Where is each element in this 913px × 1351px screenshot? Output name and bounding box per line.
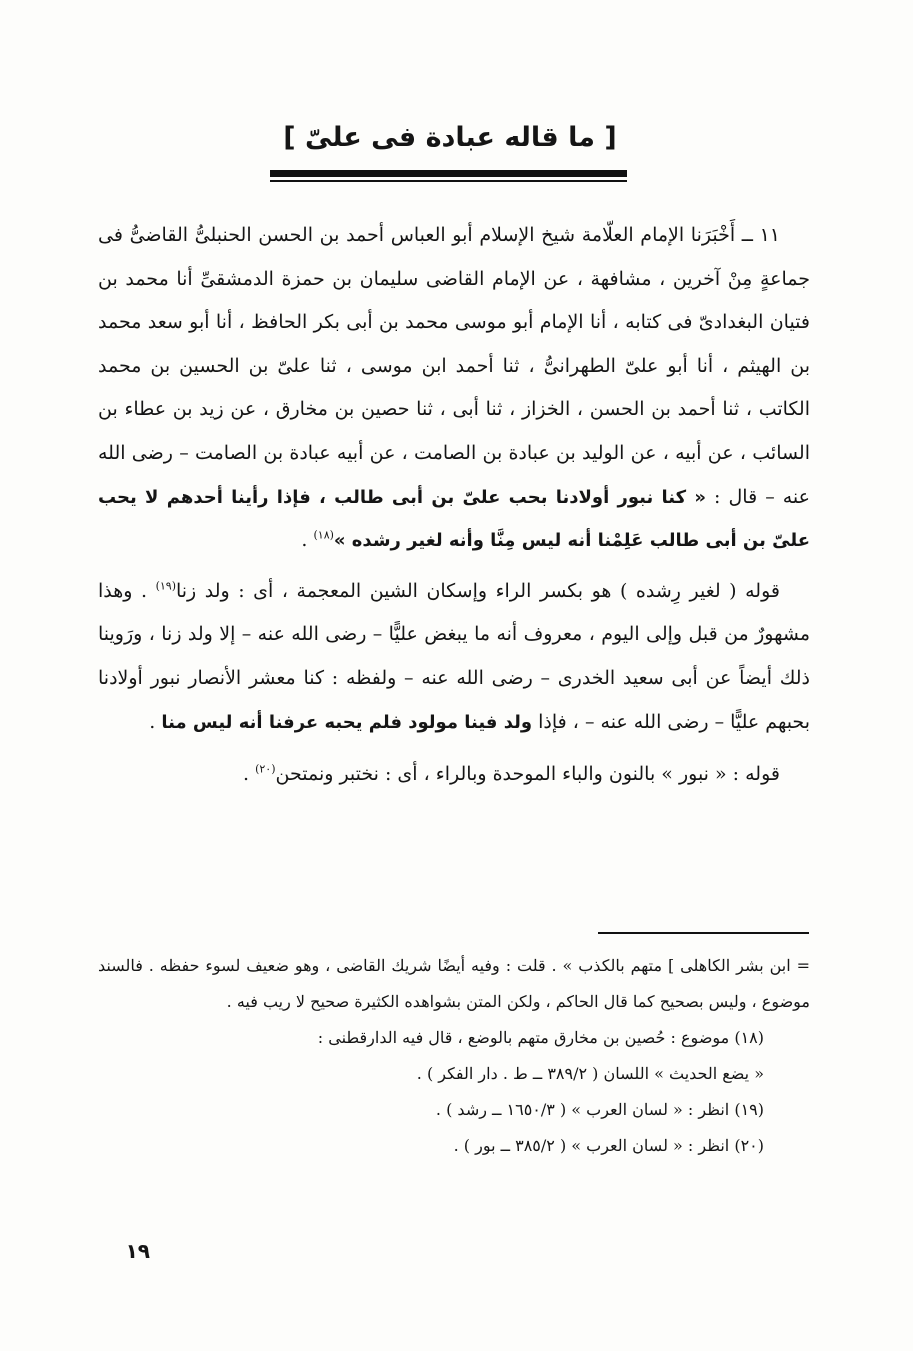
main-text: [98, 214, 810, 797]
title-rule-thick: [270, 170, 627, 177]
commentary-bold: ولد فينا مولود فلم يحبه عرفنا أنه ليس منا: [161, 711, 533, 733]
paragraph-end: .: [301, 529, 314, 552]
hadith-quote: « كنا نبور أولادنا بحب علىّ بن أبى طالب ، فإذا رأينا أحدهم لا يحب علىّ بن أبى طالب عَلِمْنا أنه ليس مِنَّا وأنه لغير رشده »: [98, 486, 810, 552]
footnote-ref-18[interactable]: (١٨): [313, 528, 334, 542]
title-rule-thin: [270, 180, 627, 182]
hadith-chain: ١١ ــ أَخْبَرَنا الإمام العلّامة شيخ الإسلام أبو العباس أحمد بن الحسن الحنبلىُّ القاضىُّ فى جماعةٍ مِنْ آخرين ، مشافهة ، عن الإمام القاضى سليمان بن حمزة الدمشقىِّ أنا محمد بن فتيان البغدادىّ فى كتابه ، أنا الإمام أبو موسى محمد بن أبى بكر الحافظ ، أنا أبو سعد محمد بن الهيثم ، أنا أبو علىّ الطهرانىُّ ، ثنا أحمد ابن موسى ، ثنا علىّ بن الحسين بن محمد الكاتب ، ثنا أحمد بن الحسن ، الخزاز ، ثنا أبى ، ثنا حصين بن مخارق ، عن زيد بن عطاء بن السائب ، عن أبيه ، عن الوليد بن عبادة بن الصامت ، عن أبيه عبادة بن الصامت – رضى الله عنه – قال :: [98, 224, 811, 508]
footnote-18-continuation: « يضع الحديث » اللسان ( ٣٨٩/٢ ــ ط . دار الفكر ) .: [416, 1064, 764, 1083]
footnote-18: (١٨) موضوع : حُصين بن مخارق متهم بالوضع ، قال فيه الدارقطنى :: [317, 1028, 764, 1047]
paragraph-end: .: [149, 710, 162, 733]
commentary-paragraph-1: [98, 570, 810, 744]
footnote-ref-19[interactable]: (١٩): [155, 579, 176, 593]
hadith-paragraph: [98, 214, 810, 563]
footnote-separator: [598, 932, 809, 934]
paragraph-end: .: [242, 763, 256, 786]
commentary-text-1: قوله ( لغير رِشده ) هو بكسر الراء وإسكان الشين المعجمة ، أى : ولد زنا: [175, 579, 780, 602]
footnote-continuation: = ابن بشر الكاهلى ] متهم بالكذب » . قلت : وفيه أيضًا شريك القاضى ، وهو ضعيف لسوء حفظه . فالسند موضوع ، وليس بصحيح كما قال الحاكم ، ولكن المتن بشواهده الكثيرة صحيح لا ريب فيه .: [98, 956, 810, 1011]
commentary-text-2: . وهذا مشهورٌ من قبل وإلى اليوم ، معروف أنه ما يبغض عليًّا – رضى الله عنه – إلا ولد زنا ، ورَوينا ذلك أيضاً عن أبى سعيد الخدرى – رضى الله عنه – ولفظه : كنا معشر الأنصار نبور أولادنا بحبهم عليًّا – رضى الله عنه – ، فإذا: [98, 579, 810, 733]
chapter-title: [ ما قاله عبادة فى علىّ ]: [283, 122, 617, 153]
footnotes: [98, 948, 810, 1164]
footnote-20: (٢٠) انظر : « لسان العرب » ( ٣٨٥/٢ ــ بور ) .: [453, 1136, 764, 1155]
footnote-ref-20[interactable]: (٢٠): [255, 762, 276, 776]
page-number: ١٩: [125, 1239, 150, 1263]
commentary-text-3: قوله : « نبور » بالنون والباء الموحدة وبالراء ، أى : نختبر ونمتحن: [275, 763, 780, 786]
commentary-paragraph-2: [98, 753, 810, 797]
footnote-19: (١٩) انظر : « لسان العرب » ( ١٦٥٠/٣ ــ رشد ) .: [435, 1100, 764, 1119]
